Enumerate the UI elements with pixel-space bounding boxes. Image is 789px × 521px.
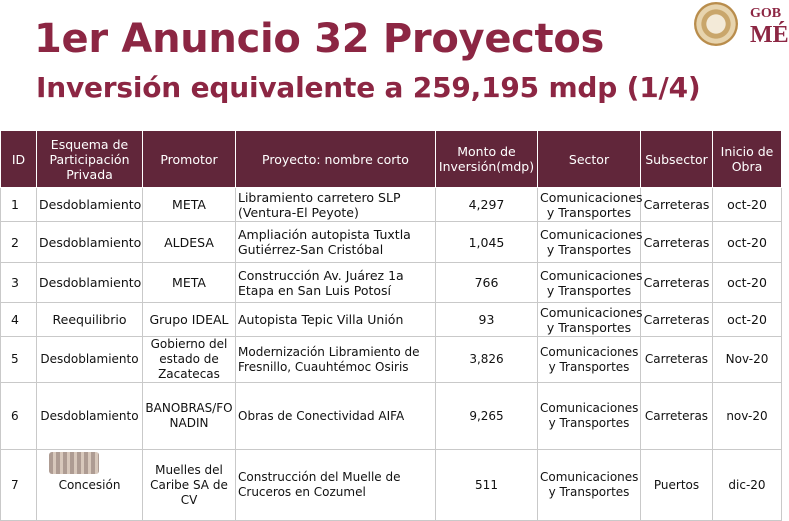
cell-monto: 4,297	[436, 188, 538, 222]
cell-proyecto: Construcción Av. Juárez 1a Etapa en San Luis Potosí	[236, 263, 436, 303]
cell-promotor: META	[143, 188, 236, 222]
cell-id: 3	[1, 263, 37, 303]
cell-inicio: Nov-20	[713, 337, 782, 383]
cell-inicio: dic-20	[713, 450, 782, 521]
projects-table	[0, 130, 782, 521]
column-header-inicio: Inicio de Obra	[713, 131, 782, 188]
cell-id: 7	[1, 450, 37, 521]
cell-monto: 511	[436, 450, 538, 521]
cell-inicio: nov-20	[713, 383, 782, 450]
cell-id: 6	[1, 383, 37, 450]
column-header-monto: Monto de Inversión(mdp)	[436, 131, 538, 188]
cell-subsector: Carreteras	[641, 337, 713, 383]
table-row	[1, 303, 782, 337]
cell-subsector: Carreteras	[641, 263, 713, 303]
cell-proyecto: Obras de Conectividad AIFA	[236, 383, 436, 450]
table-header-row	[1, 131, 782, 188]
cell-proyecto: Libramiento carretero SLP (Ventura-El Peyote)	[236, 188, 436, 222]
national-seal-icon	[694, 2, 738, 46]
cell-esquema: Desdoblamiento	[37, 263, 143, 303]
cell-monto: 3,826	[436, 337, 538, 383]
cell-esquema: Desdoblamiento	[37, 188, 143, 222]
cell-proyecto: Ampliación autopista Tuxtla Gutiérrez-San Cristóbal	[236, 222, 436, 263]
cell-subsector: Carreteras	[641, 303, 713, 337]
column-header-promotor: Promotor	[143, 131, 236, 188]
cell-monto: 93	[436, 303, 538, 337]
cell-inicio: oct-20	[713, 222, 782, 263]
table-row	[1, 222, 782, 263]
table-row	[1, 263, 782, 303]
cell-inicio: oct-20	[713, 303, 782, 337]
cell-esquema: Reequilibrio	[37, 303, 143, 337]
cell-promotor: Gobierno del estado de Zacatecas	[143, 337, 236, 383]
cell-monto: 9,265	[436, 383, 538, 450]
cell-sector: Comunicaciones y Transportes	[538, 450, 641, 521]
cell-subsector: Carreteras	[641, 222, 713, 263]
column-header-sector: Sector	[538, 131, 641, 188]
table-row	[1, 383, 782, 450]
cell-sector: Comunicaciones y Transportes	[538, 383, 641, 450]
gov-logo-text-top: GOB	[750, 6, 782, 21]
cell-sector: Comunicaciones y Transportes	[538, 222, 641, 263]
cell-monto: 1,045	[436, 222, 538, 263]
cell-promotor: META	[143, 263, 236, 303]
cell-id: 4	[1, 303, 37, 337]
cell-subsector: Puertos	[641, 450, 713, 521]
concesion-stamp	[59, 478, 121, 493]
table-row	[1, 188, 782, 222]
cell-sector: Comunicaciones y Transportes	[538, 303, 641, 337]
cell-inicio: oct-20	[713, 188, 782, 222]
cell-proyecto: Autopista Tepic Villa Unión	[236, 303, 436, 337]
gov-logo-text-bottom: MÉ	[750, 22, 789, 48]
cell-proyecto: Construcción del Muelle de Cruceros en Cozumel	[236, 450, 436, 521]
cell-promotor: Muelles del Caribe SA de CV	[143, 450, 236, 521]
cell-promotor: BANOBRAS/FONADIN	[143, 383, 236, 450]
cell-esquema-text: Concesión	[58, 477, 121, 492]
cell-esquema: Desdoblamiento	[37, 383, 143, 450]
cell-id: 2	[1, 222, 37, 263]
column-header-proyecto: Proyecto: nombre corto	[236, 131, 436, 188]
cell-inicio: oct-20	[713, 263, 782, 303]
cell-promotor: Grupo IDEAL	[143, 303, 236, 337]
cell-esquema	[37, 450, 143, 521]
page-title: 1er Anuncio 32 Proyectos	[34, 16, 605, 62]
table-row	[1, 450, 782, 521]
cell-proyecto: Modernización Libramiento de Fresnillo, Cuauhtémoc Osiris	[236, 337, 436, 383]
cell-subsector: Carreteras	[641, 383, 713, 450]
cell-sector: Comunicaciones y Transportes	[538, 263, 641, 303]
cell-sector: Comunicaciones y Transportes	[538, 337, 641, 383]
government-logo	[694, 2, 789, 48]
stamp-image-icon	[49, 452, 99, 474]
column-header-esquema: Esquema de Participación Privada	[37, 131, 143, 188]
column-header-subsector: Subsector	[641, 131, 713, 188]
cell-id: 1	[1, 188, 37, 222]
cell-sector: Comunicaciones y Transportes	[538, 188, 641, 222]
cell-subsector: Carreteras	[641, 188, 713, 222]
page-subtitle: Inversión equivalente a 259,195 mdp (1/4)	[36, 71, 701, 104]
column-header-id: ID	[1, 131, 37, 188]
cell-esquema: Desdoblamiento	[37, 337, 143, 383]
cell-esquema: Desdoblamiento	[37, 222, 143, 263]
cell-promotor: ALDESA	[143, 222, 236, 263]
table-row	[1, 337, 782, 383]
cell-id: 5	[1, 337, 37, 383]
cell-monto: 766	[436, 263, 538, 303]
